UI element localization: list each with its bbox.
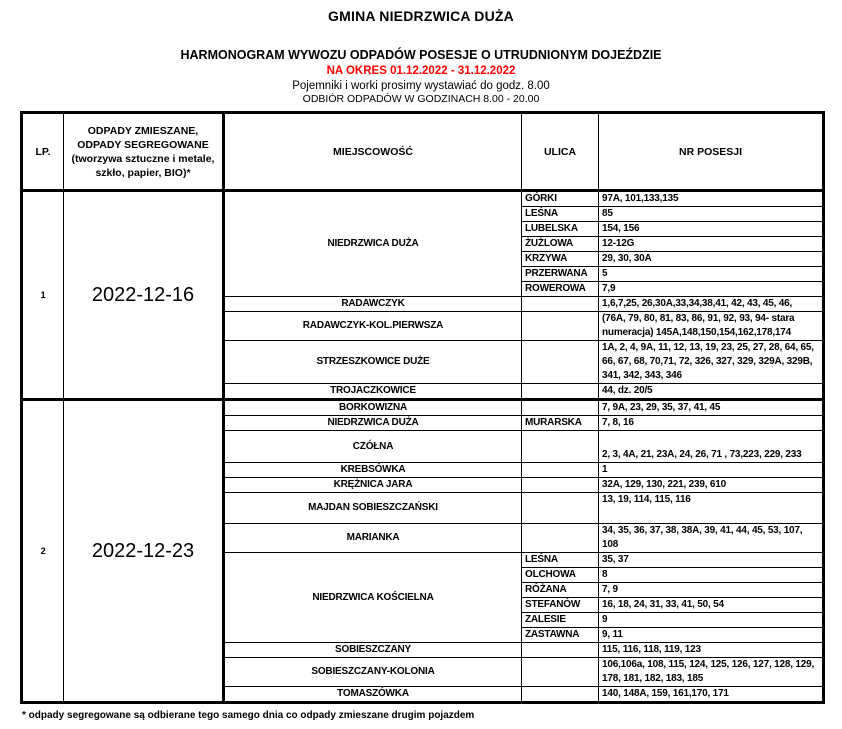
- col-header-waste-types: ODPADY ZMIESZANE, ODPADY SEGREGOWANE (tworzywa sztuczne i metale, szkło, papier, BIO)*: [64, 113, 224, 191]
- street-cell: [522, 524, 599, 553]
- locality-cell: BORKOWIZNA: [224, 400, 522, 416]
- locality-cell: NIEDRZWICA KOŚCIELNA: [224, 553, 522, 643]
- street-cell: [522, 341, 599, 384]
- street-cell: [522, 463, 599, 478]
- schedule-section-1: [22, 191, 824, 400]
- house-numbers-cell: 5: [599, 267, 824, 282]
- street-cell: STEFANÓW: [522, 598, 599, 613]
- house-numbers-cell: 7, 9: [599, 583, 824, 598]
- collection-date-cell: 2022-12-16: [64, 191, 224, 400]
- schedule-section-2: [22, 400, 824, 703]
- street-cell: LEŚNA: [522, 553, 599, 568]
- table-header: [22, 113, 824, 191]
- schedule-subtitle: HARMONOGRAM WYWOZU ODPADÓW POSESJE O UTRUDNIONYM DOJEŹDZIE: [180, 48, 662, 62]
- house-numbers-cell: 8: [599, 568, 824, 583]
- lp-cell: 1: [22, 191, 64, 400]
- house-numbers-cell: 9, 11: [599, 628, 824, 643]
- street-cell: ŻUŻLOWA: [522, 237, 599, 252]
- collection-date-cell: 2022-12-23: [64, 400, 224, 703]
- street-cell: [522, 384, 599, 400]
- house-numbers-cell: 85: [599, 207, 824, 222]
- schedule-table: [20, 111, 825, 704]
- pickup-hours-note: ODBIÓR ODPADÓW W GODZINACH 8.00 - 20.00: [302, 93, 540, 105]
- street-cell: LEŚNA: [522, 207, 599, 222]
- street-cell: [522, 687, 599, 703]
- house-numbers-cell: 1A, 2, 4, 9A, 11, 12, 13, 19, 23, 25, 27, 28, 64, 65, 66, 67, 68, 70,71, 72, 326, 327, 329, 329A, 329B, 341, 342, 343, 346: [599, 341, 824, 384]
- page-title: GMINA NIEDRZWICA DUŻA: [328, 8, 514, 24]
- house-numbers-cell: 35, 37: [599, 553, 824, 568]
- lp-cell: 2: [22, 400, 64, 703]
- locality-cell: CZÓŁNA: [224, 431, 522, 463]
- street-cell: [522, 431, 599, 463]
- table-row: [22, 400, 824, 416]
- street-cell: [522, 493, 599, 524]
- table-row: [22, 191, 824, 207]
- header-row: [22, 113, 824, 191]
- street-cell: [522, 400, 599, 416]
- house-numbers-cell: 7, 9A, 23, 29, 35, 37, 41, 45: [599, 400, 824, 416]
- street-cell: GÓRKI: [522, 191, 599, 207]
- street-cell: [522, 297, 599, 312]
- house-numbers-cell: 13, 19, 114, 115, 116: [599, 493, 824, 524]
- col-header-house-numbers: NR POSESJI: [599, 113, 824, 191]
- locality-cell: MAJDAN SOBIESZCZAŃSKI: [224, 493, 522, 524]
- house-numbers-cell: 9: [599, 613, 824, 628]
- street-cell: KRZYWA: [522, 252, 599, 267]
- street-cell: OLCHOWA: [522, 568, 599, 583]
- locality-cell: KREBSÓWKA: [224, 463, 522, 478]
- street-cell: PRZERWANA: [522, 267, 599, 282]
- containers-note: Pojemniki i worki prosimy wystawiać do godz. 8.00: [292, 80, 550, 92]
- locality-cell: RADAWCZYK-KOL.PIERWSZA: [224, 312, 522, 341]
- house-numbers-cell: 106,106a, 108, 115, 124, 125, 126, 127, 128, 129, 178, 181, 182, 183, 185: [599, 658, 824, 687]
- street-cell: LUBELSKA: [522, 222, 599, 237]
- house-numbers-cell: 1,6,7,25, 26,30A,33,34,38,41, 42, 43, 45, 46,: [599, 297, 824, 312]
- locality-cell: NIEDRZWICA DUŻA: [224, 191, 522, 297]
- house-numbers-cell: 115, 116, 118, 119, 123: [599, 643, 824, 658]
- house-numbers-cell: (76A, 79, 80, 81, 83, 86, 91, 92, 93, 94- stara numeracja) 145A,148,150,154,162,178,174: [599, 312, 824, 341]
- locality-cell: STRZESZKOWICE DUŻE: [224, 341, 522, 384]
- street-cell: [522, 312, 599, 341]
- house-numbers-cell: 7, 8, 16: [599, 416, 824, 431]
- locality-cell: RADAWCZYK: [224, 297, 522, 312]
- street-cell: [522, 478, 599, 493]
- footnote: * odpady segregowane są odbierane tego samego dnia co odpady zmieszane drugim pojazdem: [22, 710, 475, 721]
- locality-cell: KRĘŻNICA JARA: [224, 478, 522, 493]
- street-cell: RÓŻANA: [522, 583, 599, 598]
- house-numbers-cell: 34, 35, 36, 37, 38, 38A, 39, 41, 44, 45, 53, 107, 108: [599, 524, 824, 553]
- house-numbers-cell: 12-12G: [599, 237, 824, 252]
- street-cell: ZASTAWNA: [522, 628, 599, 643]
- col-header-lp: LP.: [22, 113, 64, 191]
- street-cell: MURARSKA: [522, 416, 599, 431]
- locality-cell: TROJACZKOWICE: [224, 384, 522, 400]
- street-cell: [522, 658, 599, 687]
- col-header-street: ULICA: [522, 113, 599, 191]
- house-numbers-cell: 7,9: [599, 282, 824, 297]
- house-numbers-cell: 140, 148A, 159, 161,170, 171: [599, 687, 824, 703]
- street-cell: ROWEROWA: [522, 282, 599, 297]
- house-numbers-cell: 29, 30, 30A: [599, 252, 824, 267]
- col-header-locality: MIEJSCOWOŚĆ: [224, 113, 522, 191]
- house-numbers-cell: 44, dz. 20/5: [599, 384, 824, 400]
- house-numbers-cell: 16, 18, 24, 31, 33, 41, 50, 54: [599, 598, 824, 613]
- locality-cell: SOBIESZCZANY: [224, 643, 522, 658]
- period-line: NA OKRES 01.12.2022 - 31.12.2022: [326, 65, 516, 77]
- street-cell: ZALESIE: [522, 613, 599, 628]
- locality-cell: MARIANKA: [224, 524, 522, 553]
- house-numbers-cell: 97A, 101,133,135: [599, 191, 824, 207]
- house-numbers-cell: 154, 156: [599, 222, 824, 237]
- house-numbers-cell: 1: [599, 463, 824, 478]
- locality-cell: SOBIESZCZANY-KOLONIA: [224, 658, 522, 687]
- document-header: [0, 0, 842, 105]
- locality-cell: TOMASZÓWKA: [224, 687, 522, 703]
- house-numbers-cell: 2, 3, 4A, 21, 23A, 24, 26, 71 , 73,223, 229, 233: [599, 431, 824, 463]
- house-numbers-cell: 32A, 129, 130, 221, 239, 610: [599, 478, 824, 493]
- locality-cell: NIEDRZWICA DUŻA: [224, 416, 522, 431]
- street-cell: [522, 643, 599, 658]
